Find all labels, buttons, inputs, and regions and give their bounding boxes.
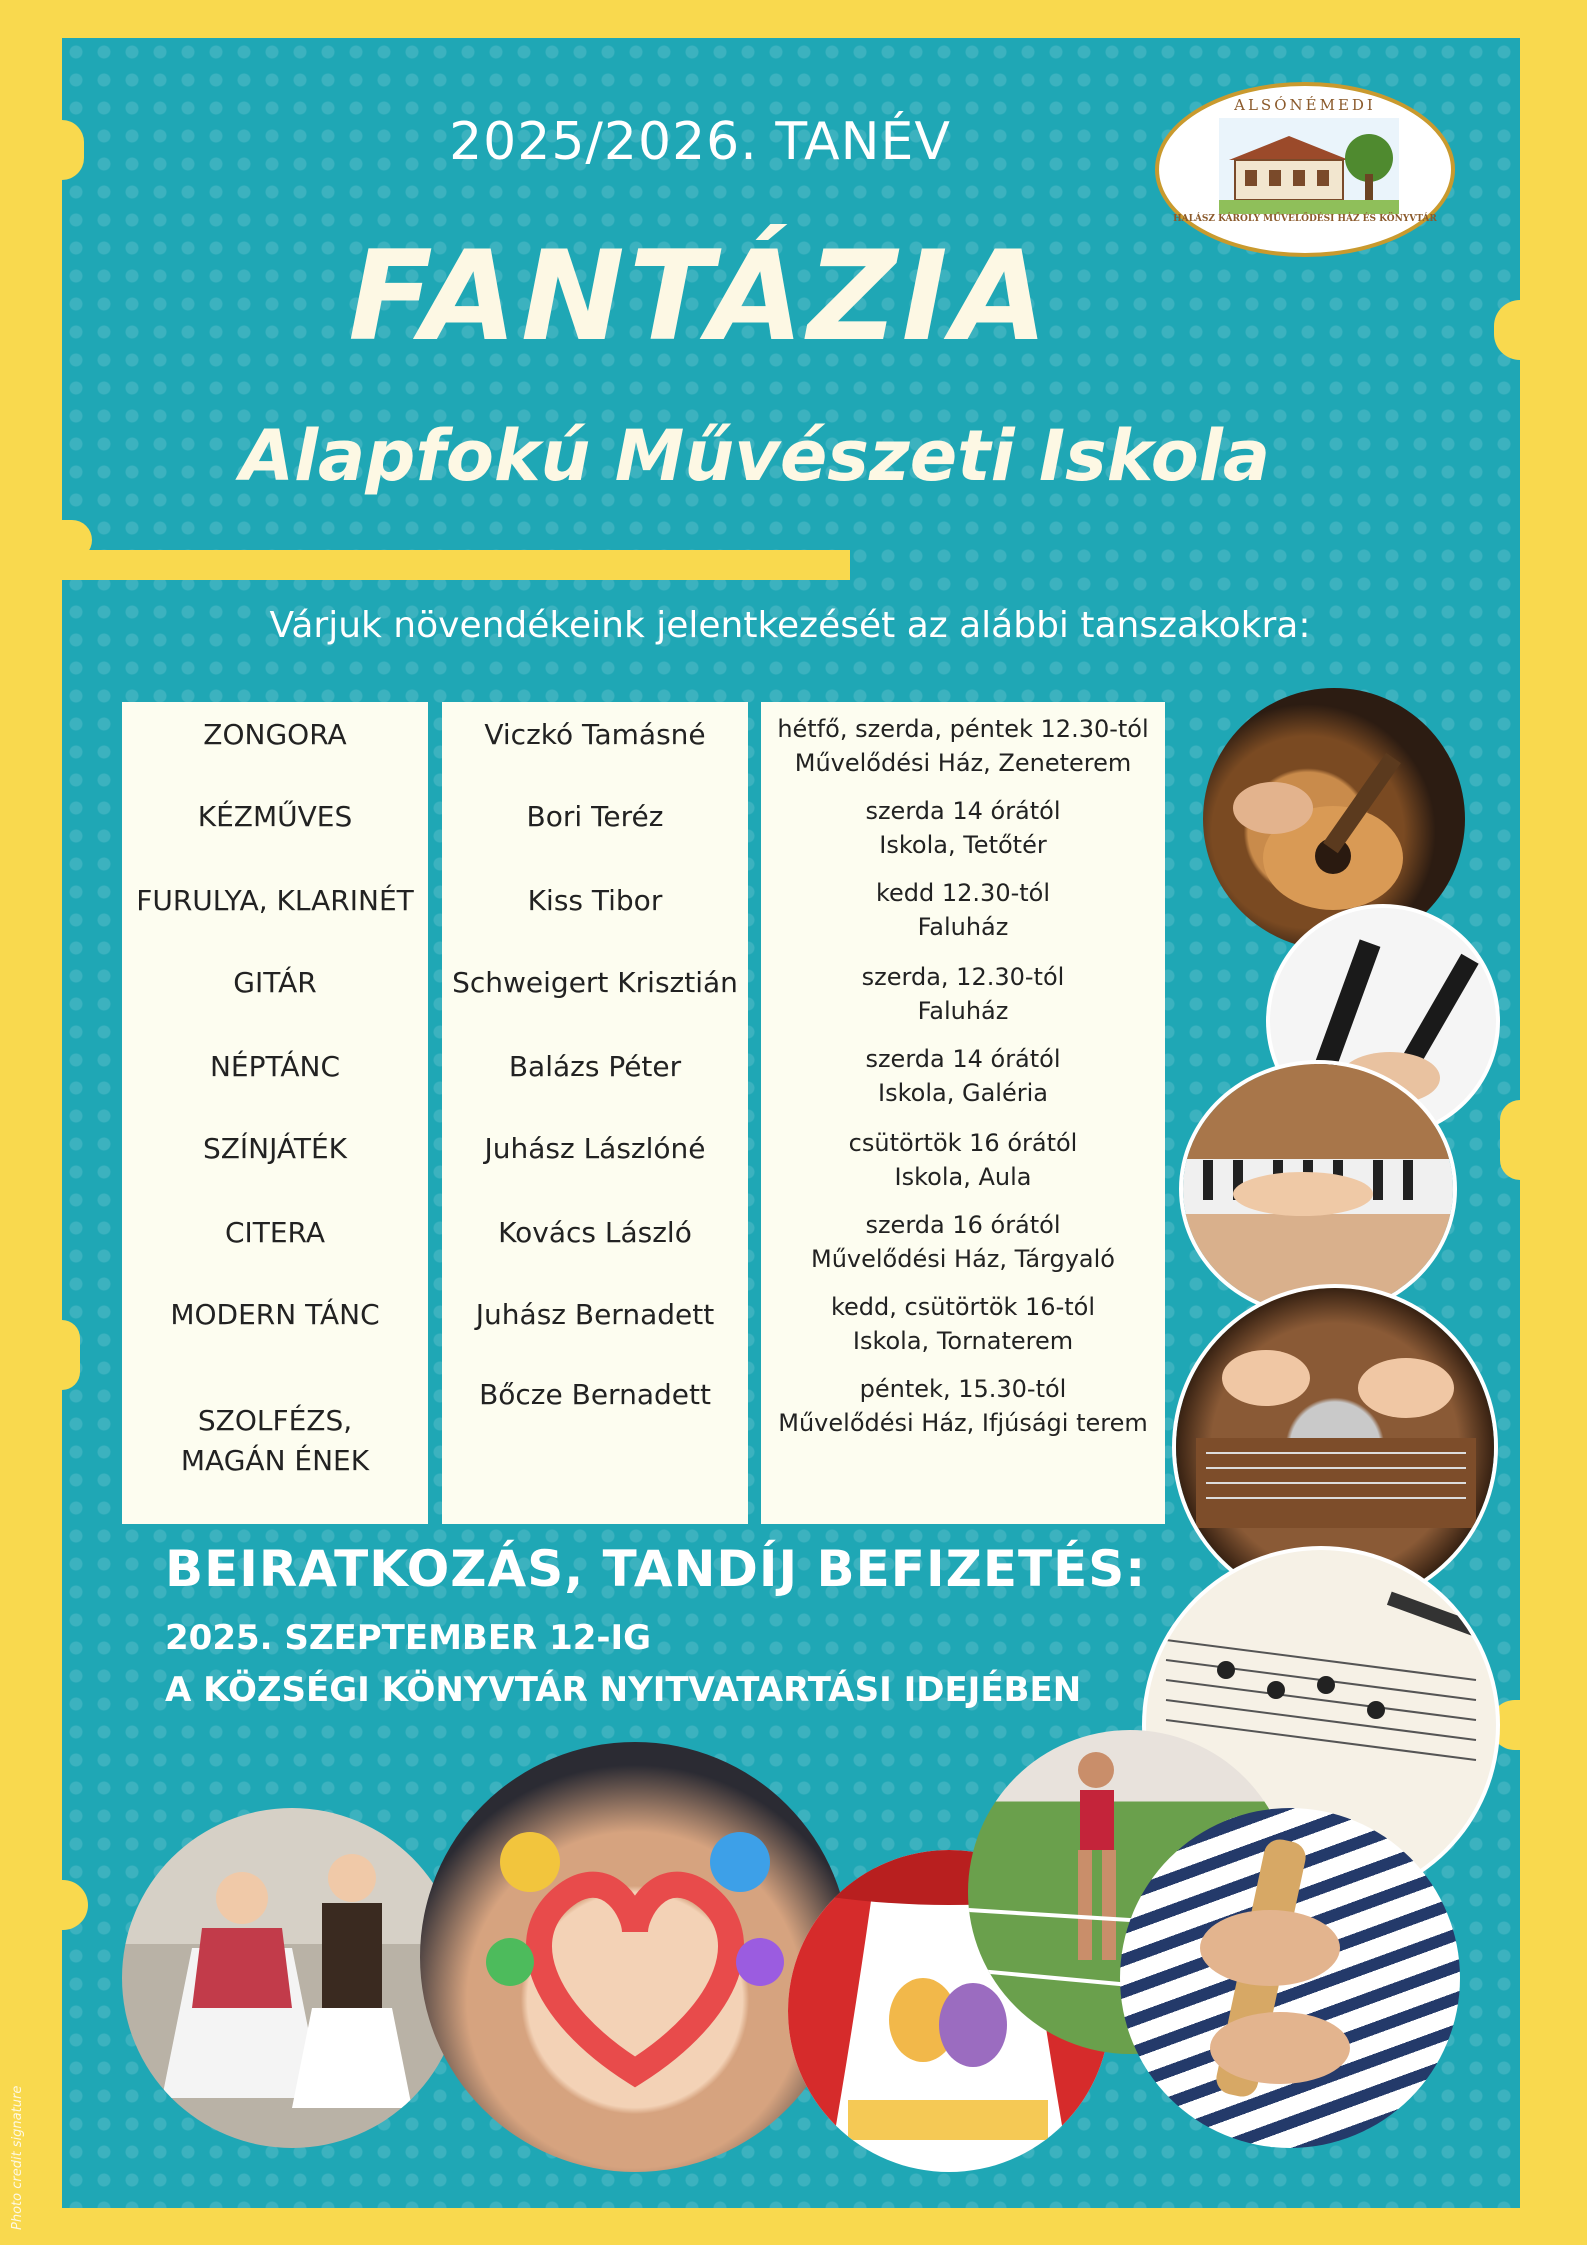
subject-cell: KÉZMŰVES bbox=[197, 800, 353, 833]
time-cell: szerda 14 órától bbox=[865, 1045, 1061, 1073]
place-cell: Faluház bbox=[917, 913, 1009, 941]
photo-credit-signature: Photo credit signature bbox=[10, 2085, 25, 2230]
enrollment-deadline: 2025. SZEPTEMBER 12-IG bbox=[165, 1618, 652, 1658]
subject-cell: NÉPTÁNC bbox=[209, 1050, 341, 1083]
place-cell: Iskola, Tetőtér bbox=[879, 831, 1047, 859]
recorder-photo bbox=[1120, 1808, 1460, 2148]
subject-cell: GITÁR bbox=[233, 966, 317, 999]
painted-edge bbox=[1500, 1100, 1520, 1180]
place-cell: Művelődési Ház, Ifjúsági terem bbox=[778, 1409, 1148, 1437]
page-subtitle: Alapfokú Művészeti Iskola bbox=[239, 415, 1271, 497]
guitar-photo bbox=[1203, 688, 1465, 950]
place-cell: Iskola, Aula bbox=[894, 1163, 1032, 1191]
place-cell: Művelődési Ház, Zeneterem bbox=[794, 749, 1132, 777]
time-cell: szerda, 12.30-tól bbox=[861, 963, 1065, 991]
logo-bottom-text: HALÁSZ KÁROLY MŰVELŐDÉSI HÁZ ÉS KÖNYVTÁR bbox=[1173, 214, 1437, 224]
teachers-column bbox=[442, 702, 748, 1524]
teacher-cell: Viczkó Tamásné bbox=[484, 718, 706, 751]
time-cell: szerda 14 órától bbox=[865, 797, 1061, 825]
time-cell: kedd 12.30-tól bbox=[875, 879, 1051, 907]
subject-cell: MAGÁN ÉNEK bbox=[180, 1444, 370, 1477]
time-cell: péntek, 15.30-tól bbox=[859, 1375, 1067, 1403]
teacher-cell: Kovács László bbox=[498, 1216, 692, 1249]
piano-photo bbox=[1183, 1064, 1453, 1314]
teacher-cell: Kiss Tibor bbox=[527, 884, 663, 917]
schedule-column bbox=[761, 702, 1165, 1524]
subjects-column bbox=[122, 702, 428, 1524]
organisation-logo bbox=[1155, 82, 1455, 257]
intro-text: Várjuk növendékeink jelentkezését az alábbi tanszakokra: bbox=[269, 605, 1311, 646]
time-cell: kedd, csütörtök 16-tól bbox=[831, 1293, 1095, 1321]
subject-cell: SZÍNJÁTÉK bbox=[202, 1132, 348, 1165]
subject-cell: SZOLFÉZS, bbox=[197, 1404, 353, 1437]
place-cell: Művelődési Ház, Tárgyaló bbox=[811, 1245, 1115, 1273]
recorder-icon bbox=[1120, 1808, 1460, 2148]
guitar-icon bbox=[1203, 688, 1465, 950]
time-cell: szerda 16 órától bbox=[865, 1211, 1061, 1239]
teacher-cell: Bori Teréz bbox=[526, 800, 664, 833]
teacher-cell: Juhász Bernadett bbox=[475, 1298, 715, 1331]
enrollment-location: A KÖZSÉGI KÖNYVTÁR NYITVATARTÁSI IDEJÉBEN bbox=[165, 1670, 1082, 1710]
subject-cell: CITERA bbox=[224, 1216, 326, 1249]
logo-top-text: ALSÓNÉMEDI bbox=[1234, 96, 1376, 114]
subject-cell: ZONGORA bbox=[203, 718, 347, 751]
folk-dance-photo bbox=[122, 1808, 462, 2148]
place-cell: Faluház bbox=[917, 997, 1009, 1025]
painted-hands-photo bbox=[420, 1742, 850, 2172]
teacher-cell: Bőcze Bernadett bbox=[479, 1378, 711, 1411]
time-cell: hétfő, szerda, péntek 12.30-tól bbox=[777, 715, 1149, 743]
teacher-cell: Schweigert Krisztián bbox=[452, 966, 738, 999]
teacher-cell: Juhász Lászlóné bbox=[484, 1132, 706, 1165]
building-icon bbox=[1219, 118, 1399, 214]
enrollment-heading: BEIRATKOZÁS, TANDÍJ BEFIZETÉS: bbox=[165, 1540, 1147, 1598]
place-cell: Iskola, Galéria bbox=[878, 1079, 1048, 1107]
heart-hands-icon bbox=[420, 1742, 850, 2172]
piano-keys-icon bbox=[1183, 1064, 1453, 1314]
painted-edge bbox=[62, 1320, 80, 1390]
subject-cell: FURULYA, KLARINÉT bbox=[136, 884, 414, 917]
time-cell: csütörtök 16 órától bbox=[848, 1129, 1078, 1157]
folk-dancers-icon bbox=[122, 1808, 462, 2148]
teacher-cell: Balázs Péter bbox=[508, 1050, 682, 1083]
divider bbox=[62, 550, 850, 580]
school-year: 2025/2026. TANÉV bbox=[449, 112, 951, 172]
subject-cell: MODERN TÁNC bbox=[170, 1298, 380, 1331]
page-title: FANTÁZIA bbox=[348, 225, 1052, 369]
place-cell: Iskola, Tornaterem bbox=[852, 1327, 1074, 1355]
